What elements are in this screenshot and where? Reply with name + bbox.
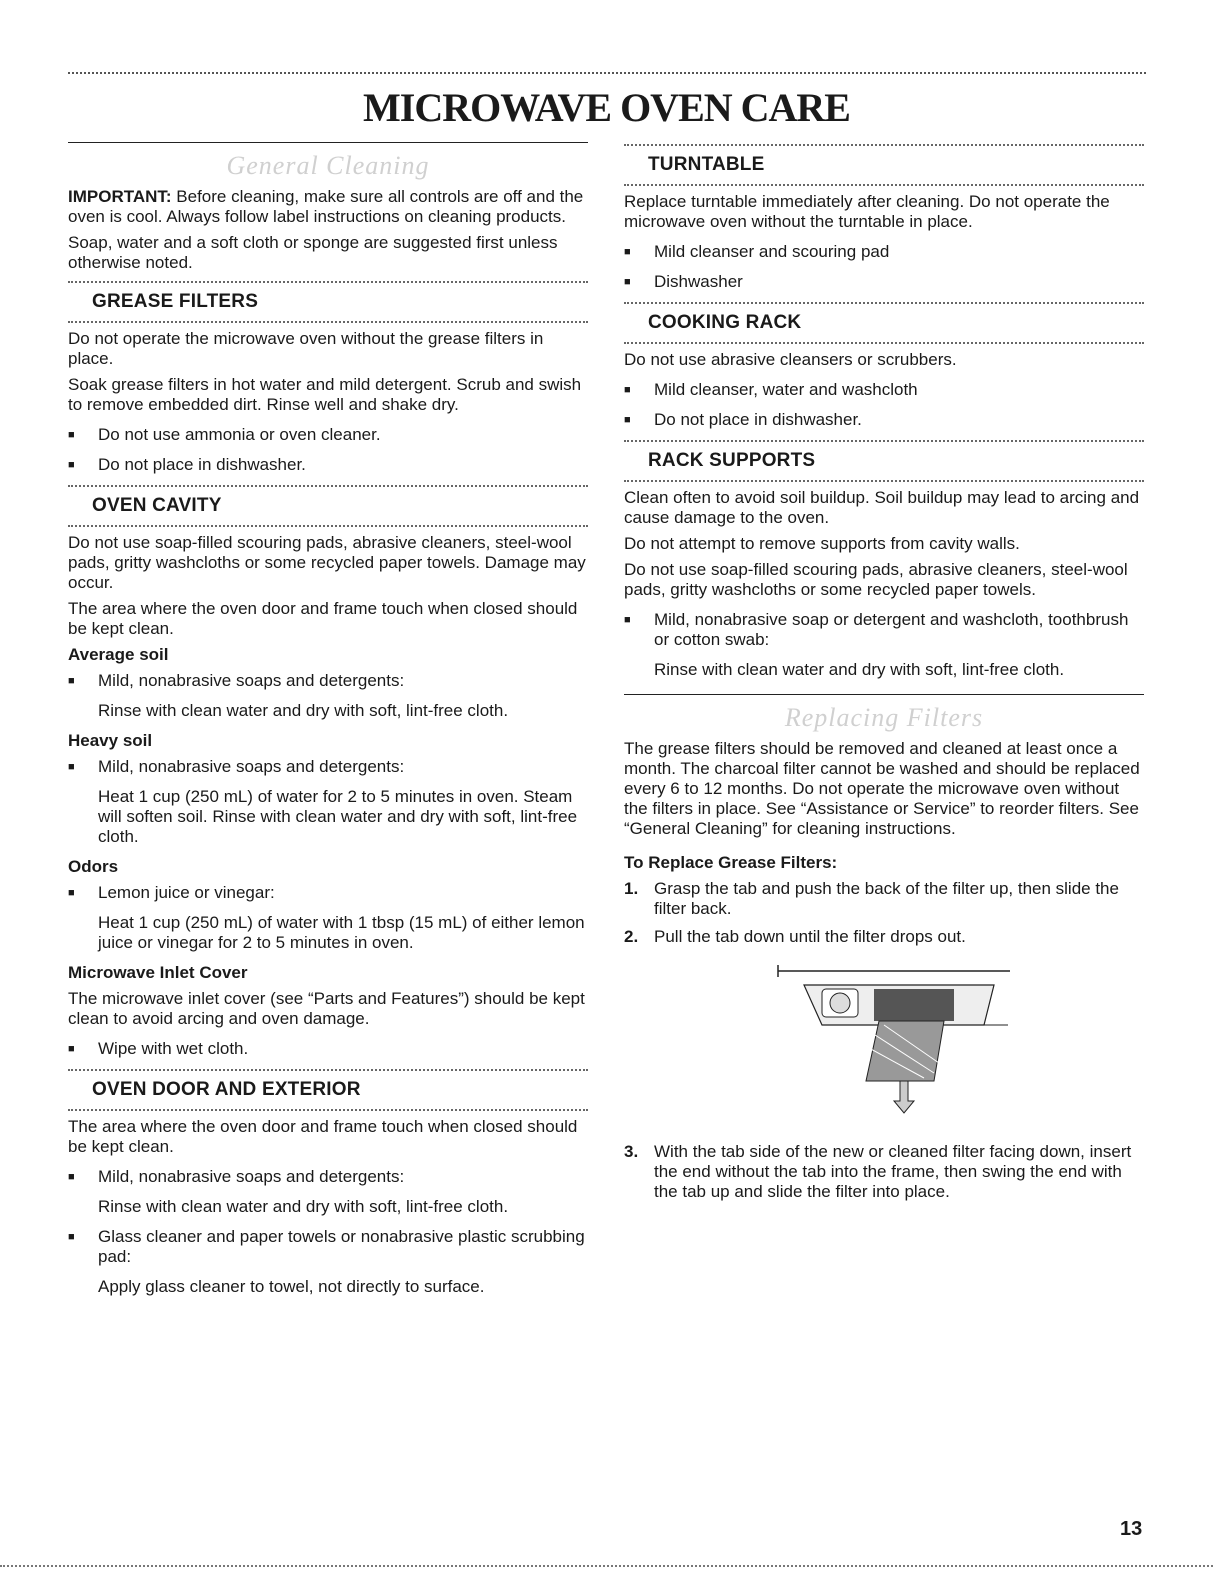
- list-item: [624, 272, 1144, 292]
- replace-grease-filters-subheading: To Replace Grease Filters:: [624, 853, 838, 872]
- cooking-rack-heading-block: [624, 302, 1144, 344]
- inlet-cover-text: The microwave inlet cover (see “Parts and Features”) should be kept clean to avoid arcing and oven damage.: [68, 989, 585, 1028]
- dotted-rule: [68, 281, 588, 283]
- page-number: 13: [1120, 1518, 1143, 1540]
- list-item: [68, 1227, 588, 1267]
- bottom-dotted-rule: [0, 1565, 1213, 1567]
- oven-door-heading: OVEN DOOR AND EXTERIOR: [92, 1079, 361, 1100]
- step-text: Pull the tab down until the filter drops out.: [654, 927, 966, 946]
- filter-removal-illustration: [774, 963, 1014, 1123]
- list-item-text: Mild, nonabrasive soaps and detergents:: [98, 671, 405, 690]
- dotted-rule: [68, 525, 588, 527]
- bullet-icon: ■: [68, 1231, 75, 1243]
- dotted-rule: [624, 184, 1144, 186]
- oven-door-heading-block: [68, 1069, 588, 1111]
- bullet-icon: ■: [624, 614, 631, 626]
- bullet-icon: ■: [624, 384, 631, 396]
- list-item: [68, 757, 588, 777]
- list-item: [68, 425, 588, 445]
- step-text: Grasp the tab and push the back of the filter up, then slide the filter back.: [654, 879, 1119, 918]
- grease-filters-heading: GREASE FILTERS: [92, 291, 259, 312]
- list-item-text: Do not place in dishwasher.: [98, 455, 306, 474]
- list-item: [624, 410, 1144, 430]
- step-number: 2.: [624, 927, 639, 946]
- cooking-rack-p1: Do not use abrasive cleansers or scrubbers.: [624, 350, 957, 369]
- odors-label: Odors: [68, 857, 119, 876]
- step-item: [624, 927, 1144, 947]
- list-item: [624, 242, 1144, 262]
- oven-cavity-heading: OVEN CAVITY: [92, 495, 222, 516]
- list-item-text: Mild, nonabrasive soaps and detergents:: [98, 1167, 405, 1186]
- list-item-text: Mild cleanser, water and washcloth: [654, 380, 918, 399]
- average-soil-label: Average soil: [68, 645, 169, 664]
- rack-supports-heading: RACK SUPPORTS: [648, 450, 816, 471]
- bullet-icon: ■: [68, 675, 75, 687]
- oven-door-note1: Rinse with clean water and dry with soft, lint-free cloth.: [98, 1197, 509, 1216]
- general-intro: Soap, water and a soft cloth or sponge are suggested first unless otherwise noted.: [68, 233, 558, 272]
- bullet-icon: ■: [68, 1043, 75, 1055]
- grease-filters-heading-block: [68, 281, 588, 323]
- dotted-rule: [624, 342, 1144, 344]
- rack-supports-p3: Do not use soap-filled scouring pads, abrasive cleaners, steel-wool pads, gritty washcloths or some recycled paper towels.: [624, 560, 1128, 599]
- list-item: [68, 1167, 588, 1187]
- list-item-text: Do not use ammonia or oven cleaner.: [98, 425, 381, 444]
- list-item: [68, 671, 588, 691]
- turntable-p1: Replace turntable immediately after cleaning. Do not operate the microwave oven without the turntable in place.: [624, 192, 1110, 231]
- oven-door-p1: The area where the oven door and frame touch when closed should be kept clean.: [68, 1117, 578, 1156]
- heavy-soil-note: Heat 1 cup (250 mL) of water for 2 to 5 minutes in oven. Steam will soften soil. Rinse with clean water and dry with soft, lint-free cloth.: [98, 787, 578, 846]
- list-item: [68, 455, 588, 475]
- dotted-rule: [624, 480, 1144, 482]
- step-number: 3.: [624, 1142, 639, 1161]
- list-item-text: Mild, nonabrasive soap or detergent and washcloth, toothbrush or cotton swab:: [654, 610, 1129, 649]
- inlet-cover-label: Microwave Inlet Cover: [68, 963, 248, 982]
- bullet-icon: ■: [624, 276, 631, 288]
- dotted-rule: [624, 440, 1144, 442]
- cooking-rack-heading: COOKING RACK: [648, 312, 802, 333]
- right-column: [624, 140, 1144, 1210]
- bullet-icon: ■: [68, 1171, 75, 1183]
- bullet-icon: ■: [68, 887, 75, 899]
- replacing-filters-title: Replacing Filters: [784, 703, 984, 732]
- list-item: [68, 1039, 588, 1059]
- general-cleaning-title: General Cleaning: [226, 151, 430, 180]
- dotted-rule: [68, 321, 588, 323]
- bullet-icon: ■: [68, 459, 75, 471]
- page-title: MICROWAVE OVEN CARE: [363, 85, 850, 130]
- turntable-heading: TURNTABLE: [648, 154, 765, 175]
- step-item: [624, 879, 1144, 919]
- list-item-text: Glass cleaner and paper towels or nonabrasive plastic scrubbing pad:: [98, 1227, 585, 1266]
- rack-supports-heading-block: [624, 440, 1144, 482]
- grease-filters-p2: Soak grease filters in hot water and mild detergent. Scrub and swish to remove embedded dirt. Rinse well and shake dry.: [68, 375, 582, 414]
- step-item: [624, 1142, 1144, 1202]
- top-dotted-rule: [68, 72, 1146, 74]
- oven-cavity-heading-block: [68, 485, 588, 527]
- oven-cavity-p1: Do not use soap-filled scouring pads, abrasive cleaners, steel-wool pads, gritty washcloths or some recycled paper towels. Damage may occur.: [68, 533, 586, 592]
- rack-supports-p2: Do not attempt to remove supports from cavity walls.: [624, 534, 1020, 553]
- bullet-icon: ■: [624, 246, 631, 258]
- important-paragraph: [68, 187, 588, 227]
- step-text: With the tab side of the new or cleaned filter facing down, insert the end without the tab into the frame, then swing the end with the tab up and slide the filter into place.: [654, 1142, 1132, 1201]
- section-rule: [624, 694, 1144, 695]
- dotted-rule: [624, 302, 1144, 304]
- heavy-soil-label: Heavy soil: [68, 731, 153, 750]
- list-item-text: Wipe with wet cloth.: [98, 1039, 249, 1058]
- replacing-filters-p1: The grease filters should be removed and cleaned at least once a month. The charcoal filter cannot be washed and should be replaced every 6 to 12 months. Do not operate the microwave oven without the filters in place. See “Assistance or Service” to reorder filters. See “General Cleaning” for cleaning instructions.: [624, 739, 1140, 838]
- bullet-icon: ■: [624, 414, 631, 426]
- important-label: IMPORTANT:: [68, 187, 172, 206]
- turntable-heading-block: [624, 144, 1144, 186]
- average-soil-note: Rinse with clean water and dry with soft, lint-free cloth.: [98, 701, 509, 720]
- bullet-icon: ■: [68, 761, 75, 773]
- rack-supports-p1: Clean often to avoid soil buildup. Soil buildup may lead to arcing and cause damage to the oven.: [624, 488, 1140, 527]
- oven-cavity-p2: The area where the oven door and frame touch when closed should be kept clean.: [68, 599, 578, 638]
- list-item-text: Mild cleanser and scouring pad: [654, 242, 890, 261]
- bullet-icon: ■: [68, 429, 75, 441]
- dotted-rule: [624, 144, 1144, 146]
- important-text: Before cleaning, make sure all controls are off and the oven is cool. Always follow label instructions on cleaning products.: [68, 187, 584, 226]
- odors-note: Heat 1 cup (250 mL) of water with 1 tbsp (15 mL) of either lemon juice or vinegar for 2 to 5 minutes in oven.: [98, 913, 585, 952]
- section-rule: [68, 142, 588, 143]
- list-item: [68, 883, 588, 903]
- list-item-text: Do not place in dishwasher.: [654, 410, 862, 429]
- grease-filters-p1: Do not operate the microwave oven without the grease filters in place.: [68, 329, 544, 368]
- list-item: [624, 610, 1144, 650]
- dotted-rule: [68, 485, 588, 487]
- rack-supports-note: Rinse with clean water and dry with soft, lint-free cloth.: [654, 660, 1065, 679]
- list-item-text: Lemon juice or vinegar:: [98, 883, 275, 902]
- left-column: [68, 140, 588, 1307]
- dotted-rule: [68, 1069, 588, 1071]
- list-item: [624, 380, 1144, 400]
- list-item-text: Dishwasher: [654, 272, 743, 291]
- dotted-rule: [68, 1109, 588, 1111]
- oven-door-note2: Apply glass cleaner to towel, not directly to surface.: [98, 1277, 485, 1296]
- step-number: 1.: [624, 879, 639, 898]
- list-item-text: Mild, nonabrasive soaps and detergents:: [98, 757, 405, 776]
